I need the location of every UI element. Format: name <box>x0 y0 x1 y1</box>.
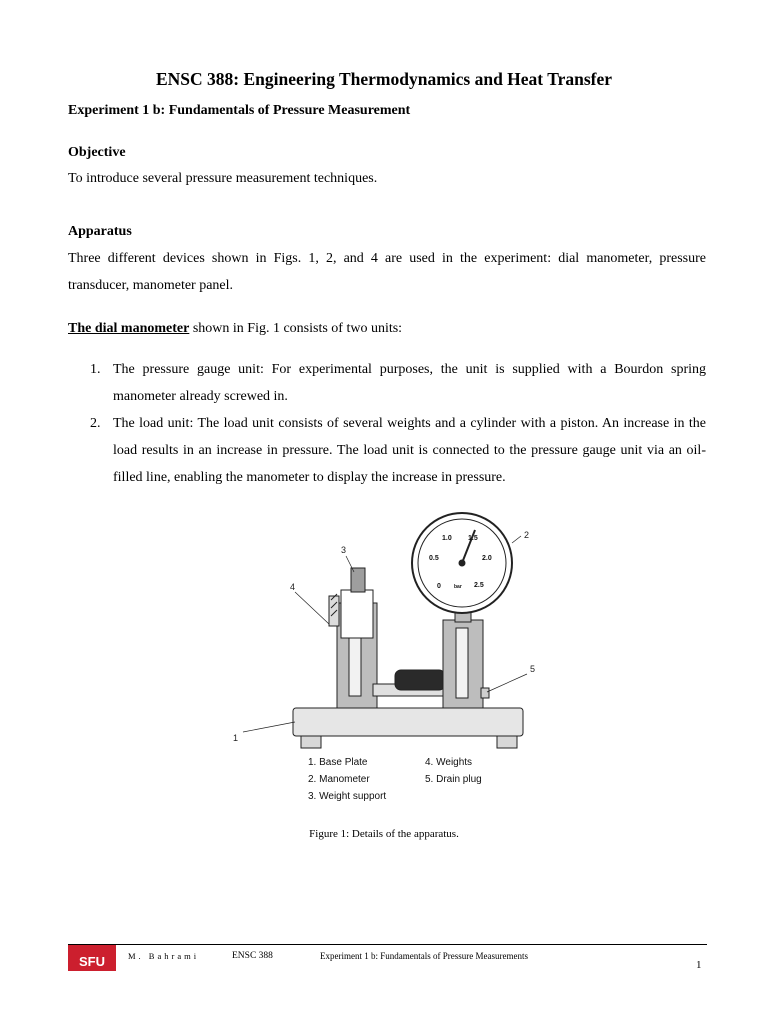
gauge-tick: 0 <box>437 583 441 590</box>
gauge-tick: 1.5 <box>468 535 478 542</box>
document-title: ENSC 388: Engineering Thermodynamics and Heat Transfer <box>156 69 612 89</box>
callout-label: 2 <box>524 530 530 540</box>
objective-heading: Objective <box>68 145 126 160</box>
list-item-text: The load unit: The load unit consists of several weights and a cylinder with a piston. An increase in the load results in an increase in pressure. The load unit is connected to the pressure gauge unit via an oil-filled line, enabling the manometer to display the increase in pressure. <box>113 416 706 485</box>
list-item <box>68 356 706 410</box>
list-item-number: 1. <box>90 362 101 377</box>
sfu-logo: SFU <box>68 945 116 971</box>
legend-item: 4. Weights <box>425 757 473 768</box>
callout-label: 4 <box>290 582 296 592</box>
legend-item: 2. Manometer <box>308 774 370 785</box>
footer-doc-title: Experiment 1 b: Fundamentals of Pressure Measurements <box>320 951 528 961</box>
gauge-tick: 2.0 <box>482 555 492 562</box>
list-item-number: 2. <box>90 416 101 431</box>
base-plate <box>293 708 523 736</box>
callout-label: 5 <box>530 664 536 674</box>
footer-author: M. Bahrami <box>128 951 200 961</box>
apparatus-text: Three different devices shown in Figs. 1, 2, and 4 are used in the experiment: dial manometer, pressure transducer, manometer panel. <box>68 251 706 293</box>
apparatus-heading: Apparatus <box>68 224 132 239</box>
connector-block <box>395 670 445 690</box>
figure-caption: Figure 1: Details of the apparatus. <box>309 828 459 840</box>
list-item <box>68 410 706 491</box>
dial-intro-rest: shown in Fig. 1 consists of two units: <box>189 321 403 336</box>
footer-course: ENSC 388 <box>232 951 273 961</box>
page-number: 1 <box>696 959 702 971</box>
weight-support <box>341 590 373 638</box>
gauge-tick: 0.5 <box>429 555 439 562</box>
apparatus-figure <box>225 508 555 808</box>
legend-item: 3. Weight support <box>308 791 387 802</box>
legend-item: 1. Base Plate <box>308 757 368 768</box>
list-item-text: The pressure gauge unit: For experimental purposes, the unit is supplied with a Bourdon spring manometer already screwed in. <box>113 362 706 404</box>
footer-divider <box>68 944 707 945</box>
legend-item: 5. Drain plug <box>425 774 482 785</box>
gauge-tick: 2.5 <box>474 582 484 589</box>
objective-text: To introduce several pressure measurement techniques. <box>68 171 378 186</box>
dial-intro <box>68 315 706 342</box>
gauge-unit: bar <box>454 584 462 590</box>
gauge-tick: 1.0 <box>442 535 452 542</box>
dial-manometer-term: The dial manometer <box>68 321 190 336</box>
callout-label: 3 <box>341 545 347 555</box>
experiment-subtitle: Experiment 1 b: Fundamentals of Pressure Measurement <box>68 103 411 118</box>
callout-label: 1 <box>233 733 239 743</box>
dial-units-list <box>68 356 706 491</box>
